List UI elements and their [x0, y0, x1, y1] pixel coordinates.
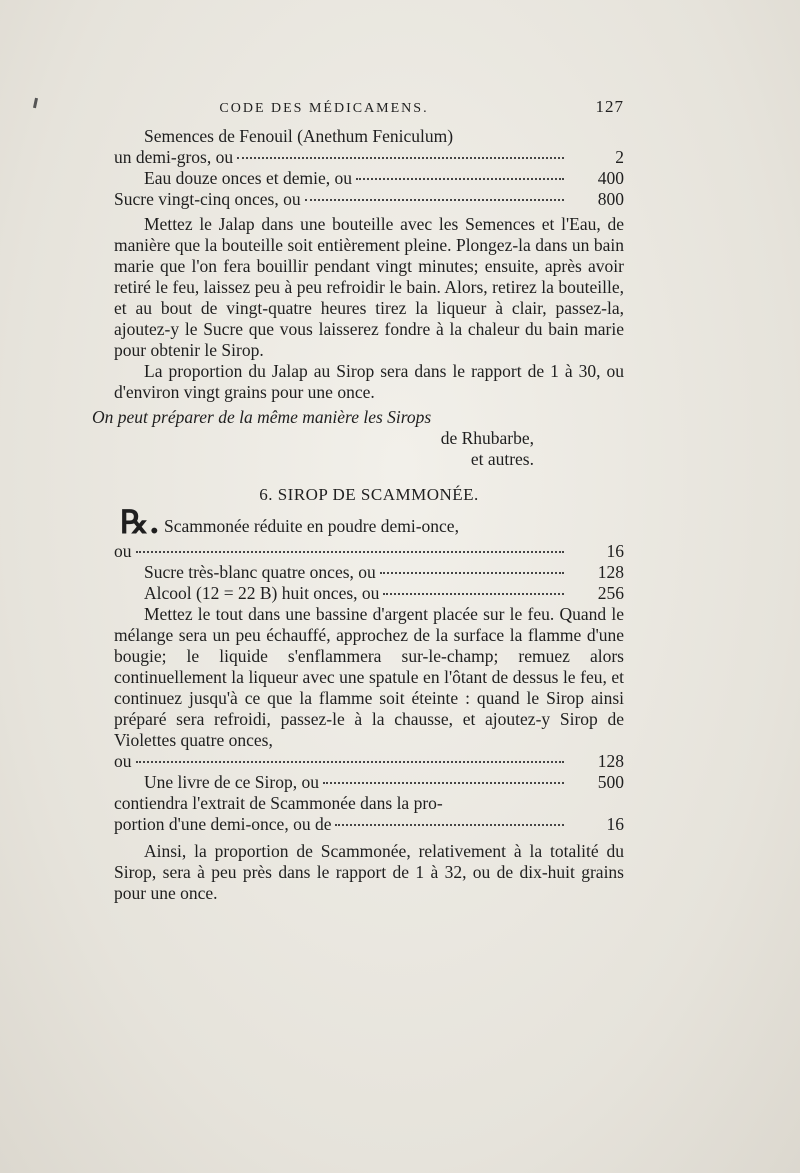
dot-leader — [335, 823, 564, 826]
recipe-value: 256 — [597, 583, 624, 603]
recipe-line — [114, 189, 624, 210]
recipe-line — [114, 562, 624, 583]
variant-item: et autres. — [470, 449, 534, 469]
dot-leader — [383, 592, 564, 595]
recipe-line-fennel — [114, 126, 624, 147]
page-number: 127 — [595, 97, 624, 116]
recipe-text: Eau douze onces et demie, ou — [144, 168, 352, 188]
recipe-text: ou — [114, 541, 132, 561]
recipe-line — [114, 814, 624, 835]
paragraph-method: Mettez le Jalap dans une bouteille avec les Semences et l'Eau, de manière que la bouteille soit entièrement pleine. Plongez-la dans un bain marie que l'on fera bouillir pendant vingt minutes; ensuite, après avoir retiré le feu, laissez peu à peu refroidir le bain. Alors, retirez la bouteille, et au bout de vingt-quatre heures tirez la liqueur à clair, passez-la, ajoutez-y le Sucre que vous laisserez fondre à la chaleur du bain marie pour obtenir le Sirop. — [114, 214, 624, 360]
dot-leader — [136, 550, 565, 553]
recipe-text: Sucre très-blanc quatre onces, ou — [144, 562, 376, 582]
paragraph-content: contiendra l'extrait de Scammonée dans la pro- — [114, 793, 443, 813]
recipe-line — [114, 583, 624, 604]
recipe-value: 16 — [606, 814, 624, 834]
recipe-line — [114, 147, 624, 168]
recipe-text: ou — [114, 751, 132, 771]
dot-leader — [136, 760, 565, 763]
recipe-text: Une livre de ce Sirop, ou — [144, 772, 319, 792]
recipe-text: un demi-gros, ou — [114, 147, 234, 167]
paragraph-preparation: Mettez le tout dans une bassine d'argent placée sur le feu. Quand le mélange sera un peu échauffé, approchez de la surface la flamme d'une bougie; le liquide s'enflammera sur-le-champ; remuez alors continuellement la liqueur avec une spatule en l'ôtant de dessus le feu, et continuez jusqu'à ce que la flamme soit éteinte : quand le Sirop ainsi préparé sera refroidi, passez-le à la chausse, et ajoutez-y Sirop de Violettes quatre onces, — [114, 604, 624, 750]
recipe-text: portion d'une demi-once, ou de — [114, 814, 332, 834]
recipe-symbol: ℞. — [120, 503, 160, 541]
recipe-line — [114, 541, 624, 562]
variant-note: On peut préparer de la même manière les Sirops — [92, 407, 432, 427]
paragraph-conclusion: Ainsi, la proportion de Scammonée, relativement à la totalité du Sirop, sera à peu près dans le rapport de 1 à 32, ou de dix-huit grains pour une once. — [114, 841, 624, 903]
recipe-value: 2 — [615, 147, 624, 167]
recipe-line — [114, 772, 624, 793]
recipe-line-scammony — [114, 503, 624, 541]
recipe-line — [114, 751, 624, 772]
variant-item: de Rhubarbe, — [440, 428, 534, 448]
recipe-line — [114, 168, 624, 189]
dot-leader — [323, 781, 564, 784]
recipe-text: Sucre vingt-cinq onces, ou — [114, 189, 301, 209]
recipe-value: 16 — [606, 541, 624, 561]
margin-mark — [33, 98, 38, 108]
dot-leader — [305, 198, 564, 201]
recipe-value: 500 — [597, 772, 624, 792]
dot-leader — [237, 156, 564, 159]
variant-list — [114, 428, 624, 470]
dot-leader — [356, 177, 564, 180]
paragraph-proportion: La proportion du Jalap au Sirop sera dans le rapport de 1 à 30, ou d'environ vingt grains pour une once. — [114, 361, 624, 402]
section-heading: 6. SIROP DE SCAMMONÉE. — [259, 485, 479, 504]
recipe-text: Alcool (12 = 22 B) huit onces, ou — [144, 583, 380, 603]
text-column — [92, 96, 624, 904]
recipe-value: 128 — [597, 751, 624, 771]
recipe-text: Semences de Fenouil (Anethum Feniculum) — [144, 126, 454, 146]
running-title: CODE DES MÉDICAMENS. — [219, 101, 429, 116]
recipe-text: Scammonée réduite en poudre demi-once, — [164, 516, 459, 536]
running-head — [114, 96, 624, 126]
recipe-value: 400 — [597, 168, 624, 188]
recipe-value: 800 — [597, 189, 624, 209]
dot-leader — [380, 571, 564, 574]
recipe-value: 128 — [597, 562, 624, 582]
